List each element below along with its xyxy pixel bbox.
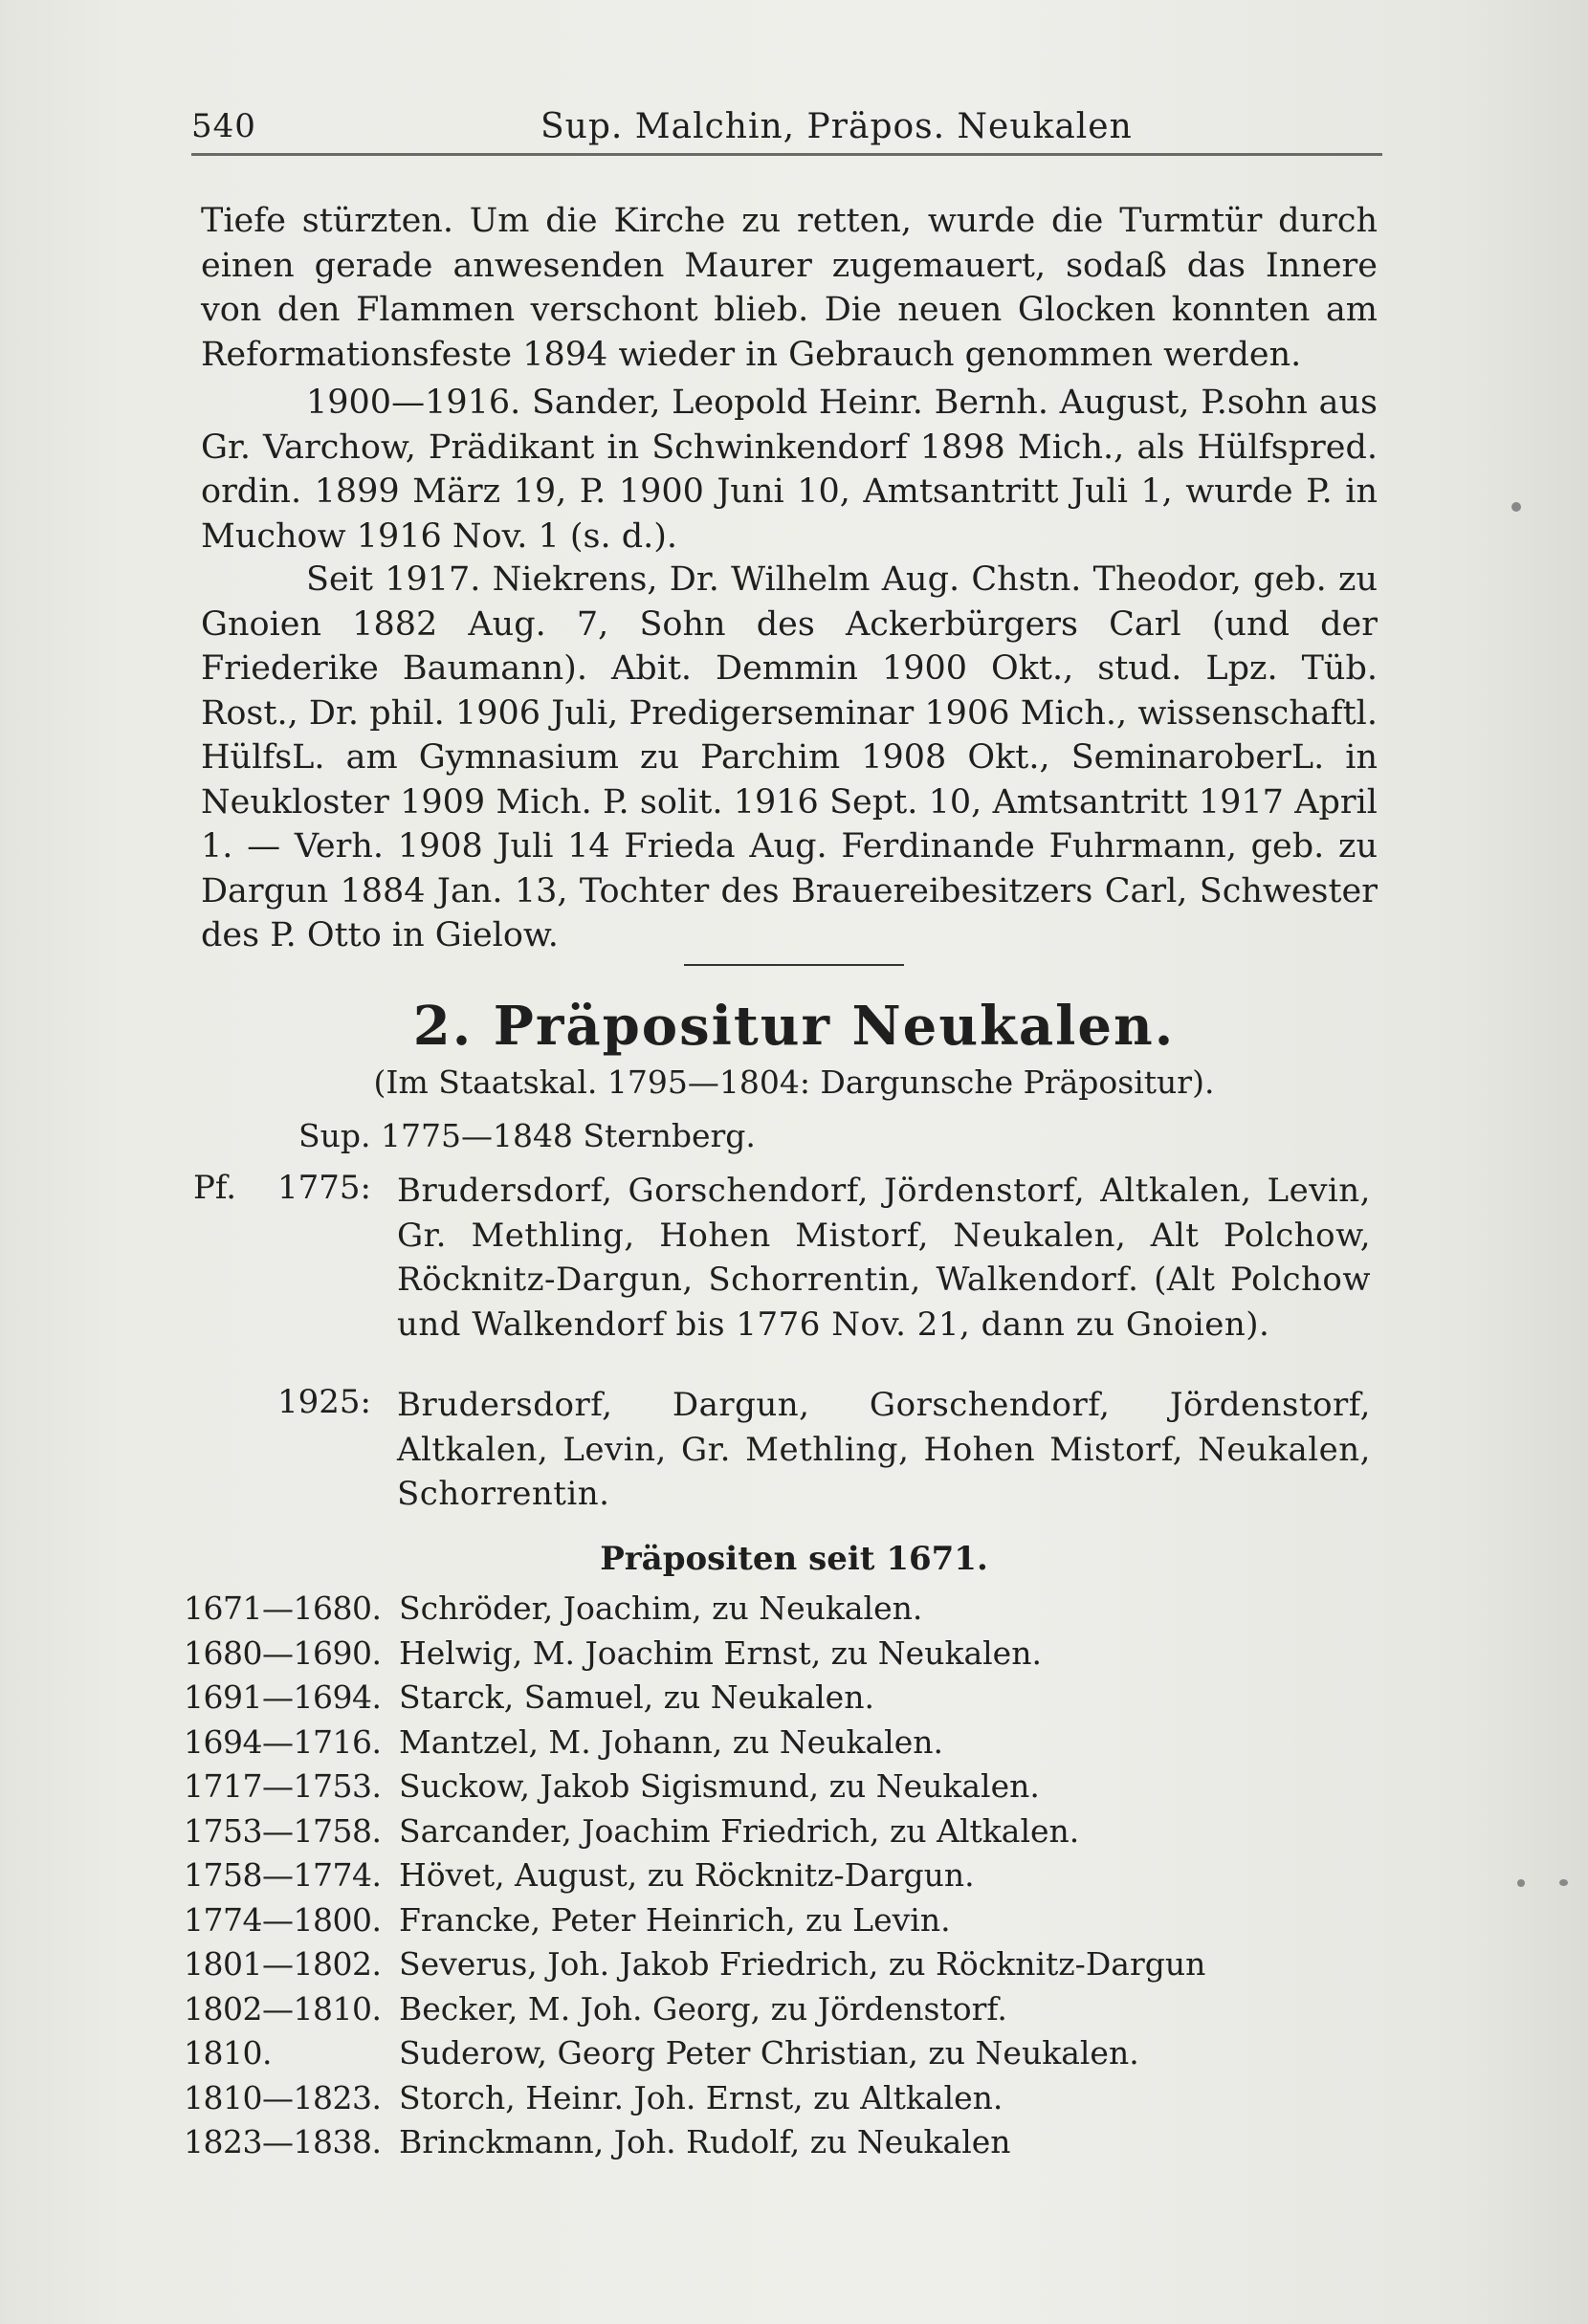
- list-item-years: 1810.: [184, 2034, 272, 2072]
- list-item-years: 1823—1838.: [184, 2123, 382, 2160]
- list-item: [184, 1590, 1389, 1634]
- section-divider: [684, 964, 904, 966]
- list-item: [184, 1767, 1389, 1812]
- list-item-entry: Schröder, Joachim, zu Neukalen.: [399, 1590, 923, 1627]
- parish-label: Pf.: [193, 1169, 237, 1207]
- list-item: [184, 1856, 1389, 1901]
- entry-sander: 1900—1916. Sander, Leopold Heinr. Bernh. August, P.sohn aus Gr. Varchow, Prädikant in Schwinkendorf 1898 Mich., als Hülfspred. ordin. 1899 März 19, P. 1900 Juni 10, Amtsantritt Juli 1, wurde P. in Muchow 1916 Nov. 1 (s. d.).: [201, 384, 1378, 556]
- list-item-entry: Suckow, Jakob Sigismund, zu Neukalen.: [399, 1767, 1040, 1805]
- list-item-years: 1774—1800.: [184, 1900, 382, 1939]
- print-speck: [1511, 502, 1521, 512]
- list-item-years: 1671—1680.: [184, 1590, 382, 1627]
- print-speck: [1559, 1879, 1568, 1886]
- list-item-years: 1694—1716.: [184, 1722, 382, 1761]
- list-item-years: 1717—1753.: [184, 1767, 382, 1805]
- running-title: Sup. Malchin, Präpos. Neukalen: [540, 107, 1133, 146]
- print-speck: [1517, 1879, 1525, 1887]
- parish-list-1925: Brudersdorf, Dargun, Gorschendorf, Jördenstorf, Altkalen, Levin, Gr. Methling, Hohen Mistorf, Neukalen, Schorrentin.: [397, 1386, 1371, 1513]
- list-item-entry: Brinckmann, Joh. Rudolf, zu Neukalen: [399, 2123, 1011, 2160]
- list-item: [184, 1812, 1389, 1857]
- list-item-entry: Hövet, August, zu Röcknitz-Dargun.: [399, 1856, 975, 1894]
- intro-paragraph: Tiefe stürzten. Um die Kirche zu retten, wurde die Turmtür durch einen gerade anwesenden Maurer zugemauert, sodaß das Innere von den Flammen verschont blieb. Die neuen Glocken konnten am Reformationsfeste 1894 wieder in Gebrauch genommen werden.: [201, 202, 1378, 374]
- list-item-entry: Helwig, M. Joachim Ernst, zu Neukalen.: [399, 1633, 1042, 1672]
- list-item: [184, 2034, 1389, 2079]
- parish-year-1775: 1775:: [277, 1169, 371, 1207]
- superintendentur-line: Sup. 1775—1848 Sternberg.: [298, 1117, 756, 1154]
- list-item-entry: Severus, Joh. Jakob Friedrich, zu Röcknitz-Dargun: [399, 1945, 1206, 1983]
- list-item: [184, 1990, 1389, 2035]
- list-item-entry: Becker, M. Joh. Georg, zu Jördenstorf.: [399, 1989, 1007, 2028]
- list-item-years: 1801—1802.: [184, 1945, 382, 1983]
- list-item: [184, 1901, 1389, 1946]
- list-item-entry: Sarcander, Joachim Friedrich, zu Altkalen.: [399, 1811, 1080, 1850]
- list-item-years: 1810—1823.: [184, 2078, 382, 2116]
- list-item: [184, 2123, 1389, 2168]
- list-item-entry: Storch, Heinr. Joh. Ernst, zu Altkalen.: [399, 2078, 1004, 2116]
- praepositen-heading: Präpositen seit 1671.: [600, 1540, 988, 1578]
- list-item: [184, 1723, 1389, 1768]
- praepositen-list: [184, 1590, 1389, 2168]
- list-item-entry: Mantzel, M. Johann, zu Neukalen.: [399, 1722, 943, 1761]
- page-number: 540: [191, 107, 256, 145]
- header-rule: [191, 153, 1382, 156]
- list-item-entry: Francke, Peter Heinrich, zu Levin.: [399, 1900, 951, 1939]
- list-item-years: 1802—1810.: [184, 1989, 382, 2028]
- list-item: [184, 2079, 1389, 2124]
- parish-list-1775: Brudersdorf, Gorschendorf, Jördenstorf, Altkalen, Levin, Gr. Methling, Hohen Mistorf, Neukalen, Alt Polchow, Röcknitz-Dargun, Schorrentin, Walkendorf. (Alt Polchow und Walkendorf bis 1776 Nov. 21, dann zu Gnoien).: [397, 1172, 1371, 1344]
- list-item: [184, 1678, 1389, 1723]
- section-subtitle: (Im Staatskal. 1795—1804: Dargunsche Präpositur).: [373, 1063, 1215, 1101]
- list-item-years: 1758—1774.: [184, 1856, 382, 1894]
- list-item-entry: Suderow, Georg Peter Christian, zu Neukalen.: [399, 2034, 1139, 2072]
- list-item-years: 1680—1690.: [184, 1633, 382, 1672]
- list-item-years: 1691—1694.: [184, 1678, 382, 1716]
- list-item: [184, 1634, 1389, 1679]
- list-item-years: 1753—1758.: [184, 1811, 382, 1850]
- running-header: [191, 103, 1382, 161]
- section-title: 2. Präpositur Neukalen.: [412, 995, 1176, 1058]
- entry-niekrens: Seit 1917. Niekrens, Dr. Wilhelm Aug. Chstn. Theodor, geb. zu Gnoien 1882 Aug. 7, Sohn des Ackerbürgers Carl (und der Friederike Baumann). Abit. Demmin 1900 Okt., stud. Lpz. Tüb. Rost., Dr. phil. 1906 Juli, Predigerseminar 1906 Mich., wissenschaftl. HülfsL. am Gymnasium zu Parchim 1908 Okt., SeminaroberL. in Neukloster 1909 Mich. P. solit. 1916 Sept. 10, Amtsantritt 1917 April 1. — Verh. 1908 Juli 14 Frieda Aug. Ferdinande Fuhrmann, geb. zu Dargun 1884 Jan. 13, Tochter des Brauereibesitzers Carl, Schwester des P. Otto in Gielow.: [201, 560, 1378, 954]
- parish-year-1925: 1925:: [277, 1383, 371, 1421]
- list-item: [184, 1945, 1389, 1990]
- list-item-entry: Starck, Samuel, zu Neukalen.: [399, 1678, 874, 1716]
